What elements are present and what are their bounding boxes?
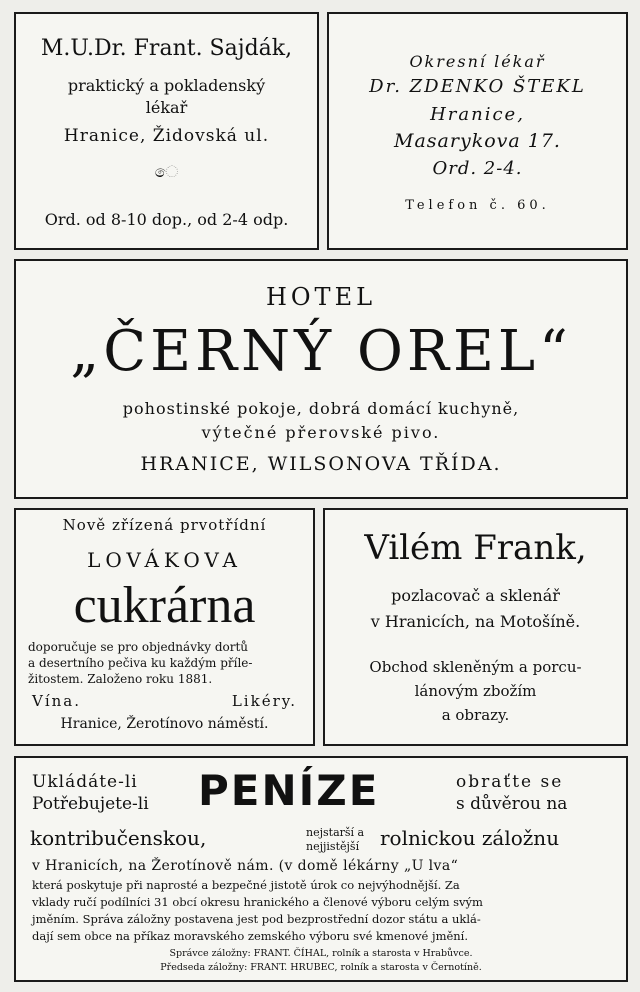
ad-zalozna (14, 756, 628, 982)
ad-zalozna-left2: Potřebujete-li (32, 794, 149, 814)
ad-zalozna-right2: s důvěrou na (456, 794, 568, 814)
ad-cukrarna (14, 508, 315, 746)
ad-sajdak-name: M.U.Dr. Frant. Sajdák, (40, 36, 293, 61)
ad-cukrarna-t3: žitostem. Založeno roku 1881. (28, 672, 213, 686)
ad-zalozna-f1: Správce záložny: FRANT. ČÍHAL, rolník a starosta v Hrabůvce. (169, 948, 473, 959)
ad-hotel-name: „ČERNÝ OREL“ (70, 319, 572, 384)
ad-zalozna-r4: jměním. Správa záložny postavena jest pod bezprostřední dozor státu a uklá- (32, 912, 481, 926)
ad-cukrarna-line1: Nově zřízená prvotřídní (62, 516, 267, 534)
ad-stekl-line1: Okresní lékař (409, 52, 546, 71)
ad-zalozna-r5: dají sem obce na příkaz moravského zemského výboru své kmenové jmění. (32, 929, 469, 943)
ad-zalozna-rolnicka: rolnickou záložnu (380, 826, 560, 850)
ad-sajdak-address: Hranice, Židovská ul. (63, 126, 270, 146)
ad-hotel-line1: pohostinské pokoje, dobrá domácí kuchyně, (122, 399, 520, 418)
ad-cukrarna-vina: Vína. (32, 692, 82, 710)
ad-sajdak-line2: praktický a pokladenský (67, 76, 266, 95)
ornament-icon: ෙ (154, 162, 179, 181)
ad-stekl-phone: Telefon č. 60. (405, 198, 550, 213)
ad-zalozna-f2: Předseda záložny: FRANT. HRUBEC, rolník a starosta v Černotíně. (160, 962, 482, 973)
ad-frank-name: Vilém Frank, (364, 528, 587, 568)
ad-zalozna-r1: v Hranicích, na Žerotínově nám. (v domě lékárny „U lva“ (32, 858, 459, 874)
ad-stekl-city: Hranice, (430, 104, 525, 125)
ad-cukrarna-address: Hranice, Žerotínovo náměstí. (60, 716, 269, 732)
ad-zalozna-left1: Ukládáte-li (32, 772, 138, 792)
ad-hotel-kicker: HOTEL (265, 283, 377, 311)
ad-cukrarna-likery: Likéry. (231, 692, 297, 710)
ad-cukrarna-line2: LOVÁKOVA (87, 548, 242, 572)
ad-frank-line3: Obchod skleněným a porcu- (369, 658, 582, 676)
ad-frank-line2: v Hranicích, na Motošíně. (370, 612, 581, 631)
ad-stekl (327, 12, 628, 250)
ad-hotel-address: HRANICE, WILSONOVA TŘÍDA. (140, 453, 502, 475)
ad-stekl-hours: Ord. 2-4. (432, 158, 523, 179)
ad-cukrarna-t1: doporučuje se pro objednávky dortů (28, 640, 249, 654)
ad-hotel-line2: výtečné přerovské pivo. (201, 423, 441, 442)
ad-zalozna-right1: obraťte se (456, 772, 564, 792)
ad-zalozna-r2: která poskytuje při naprosté a bezpečné jistotě úrok co nejvýhodnější. Za (32, 878, 460, 892)
ad-sajdak (14, 12, 319, 250)
ad-zalozna-kontrib: kontribučenskou, (30, 826, 207, 850)
ad-zalozna-small1: nejstarší a (306, 826, 365, 839)
ad-cukrarna-big: cukrárna (73, 577, 256, 634)
ad-sajdak-hours: Ord. od 8-10 dop., od 2-4 odp. (44, 210, 289, 229)
ad-frank-line4: lánovým zbožím (414, 682, 537, 700)
ad-hotel (14, 259, 628, 499)
ad-frank-line5: a obrazy. (441, 706, 510, 724)
ad-stekl-street: Masarykova 17. (394, 130, 561, 152)
ad-stekl-name: Dr. ZDENKO ŠTEKL (369, 76, 586, 97)
ad-frank-line1: pozlacovač a sklenář (391, 586, 560, 605)
ad-zalozna-small2: nejjistější (306, 840, 360, 853)
ad-zalozna-big: PENÍZE (198, 766, 380, 815)
ad-sajdak-line3: lékař (145, 98, 188, 117)
ad-cukrarna-t2: a desertního pečiva ku každým příle- (28, 656, 253, 670)
ad-zalozna-r3: vklady ručí podílníci 31 obcí okresu hranického a členové výboru celým svým (32, 895, 483, 909)
ad-frank (323, 508, 628, 746)
